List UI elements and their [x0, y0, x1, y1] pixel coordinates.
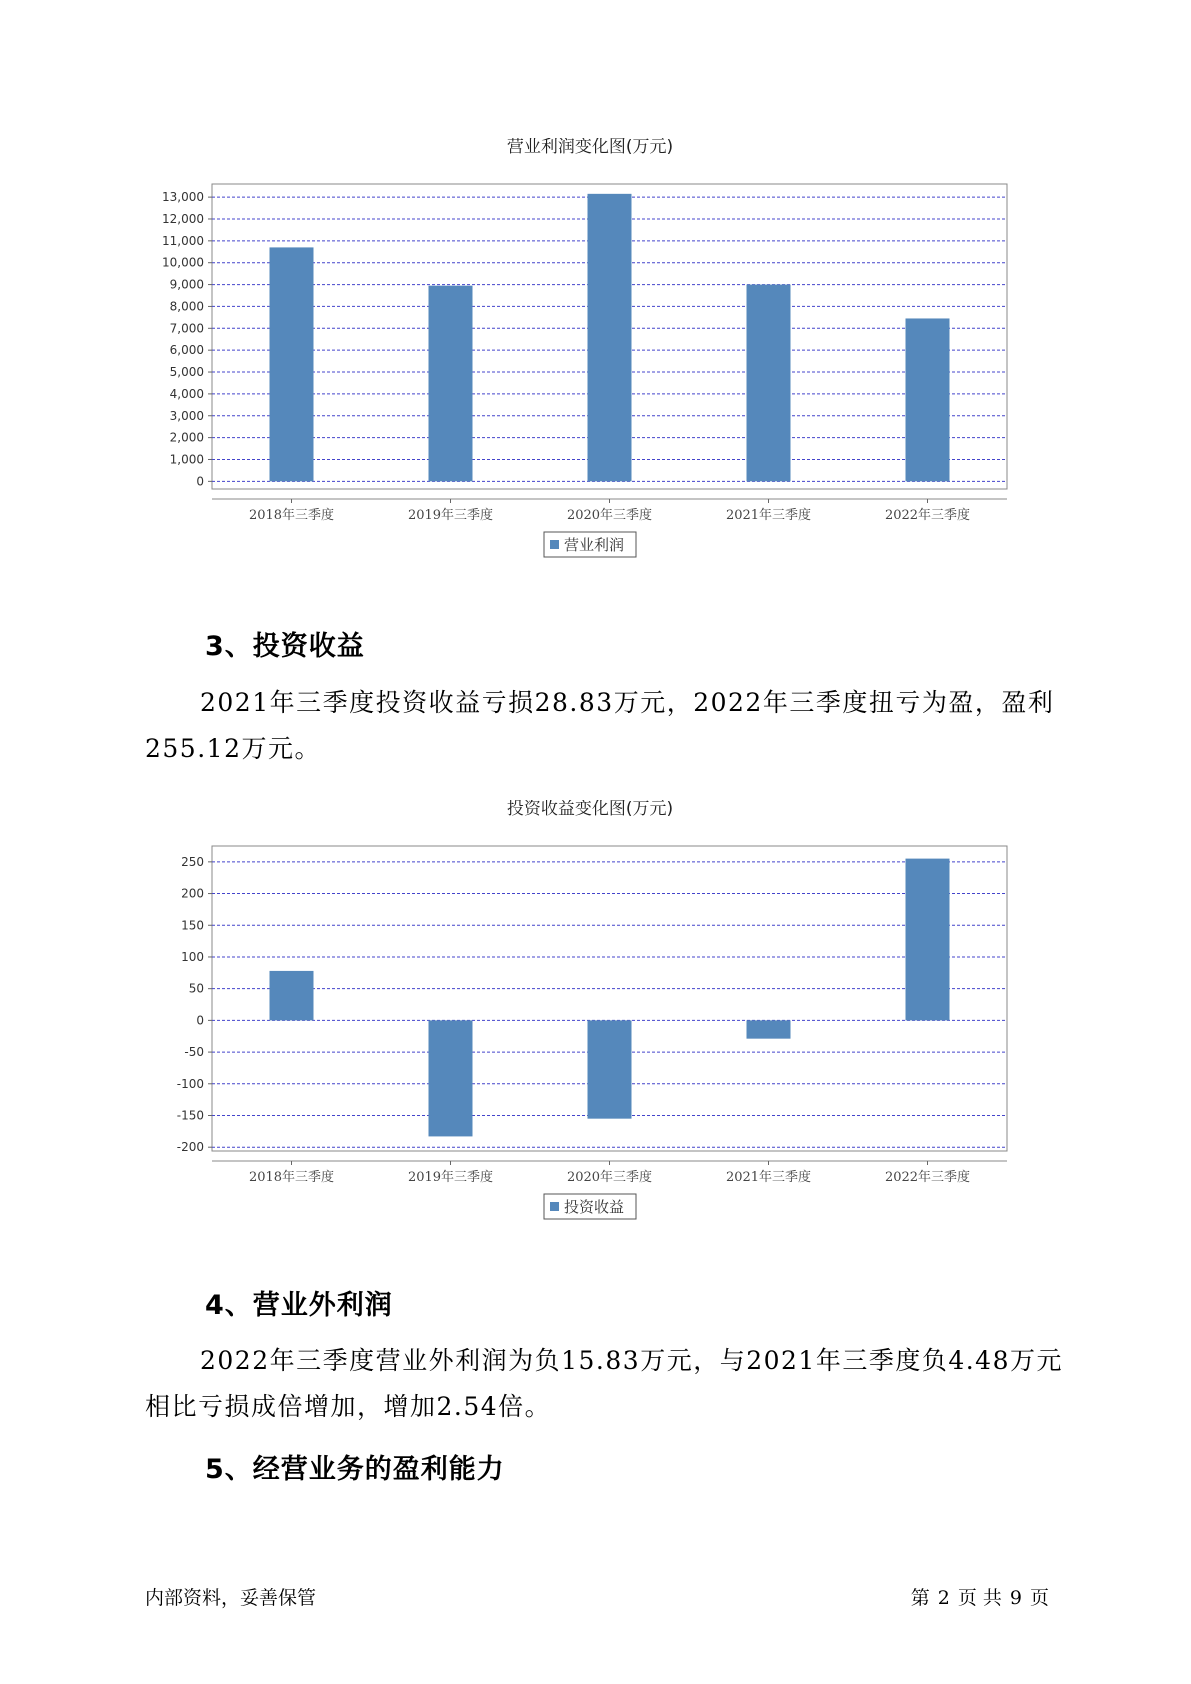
y-tick-label: 3,000	[169, 408, 204, 423]
section-3-heading: 3、投资收益	[205, 631, 365, 662]
footer-page-indicator	[907, 1583, 1053, 1610]
x-tick-label: 2021年三季度	[725, 1170, 812, 1185]
y-tick-label: -150	[176, 1108, 204, 1123]
y-tick-label: 13,000	[162, 190, 204, 205]
bar	[906, 859, 950, 1021]
x-tick-label: 2019年三季度	[407, 1170, 494, 1185]
x-tick-label: 2018年三季度	[248, 1170, 335, 1185]
y-tick-label: 12,000	[162, 211, 204, 226]
x-tick-label: 2020年三季度	[566, 1170, 653, 1185]
bar	[588, 194, 632, 482]
bar	[270, 971, 314, 1020]
y-tick-label: 5,000	[169, 365, 204, 380]
chart-title: 营业利润变化图(万元)	[506, 138, 674, 157]
y-tick-label: 2,000	[169, 430, 204, 445]
y-tick-label: 7,000	[169, 321, 204, 336]
y-tick-label: 0	[196, 1013, 204, 1028]
section-3-paragraph	[145, 680, 1060, 772]
y-tick-label: -200	[176, 1140, 204, 1155]
legend-label: 营业利润	[564, 536, 625, 554]
page-number: 2	[937, 1587, 950, 1609]
bar	[429, 286, 473, 482]
x-tick-label: 2020年三季度	[566, 508, 653, 523]
y-tick-label: 8,000	[169, 299, 204, 314]
legend	[544, 1194, 636, 1219]
bar	[270, 247, 314, 481]
y-tick-label: -100	[176, 1076, 204, 1091]
bar	[906, 318, 950, 481]
x-tick-label: 2018年三季度	[248, 508, 335, 523]
footer-confidential-note: 内部资料，妥善保管	[145, 1587, 317, 1609]
y-tick-label: 9,000	[169, 277, 204, 292]
legend	[544, 532, 636, 557]
section-3-line-2: 255.12万元。	[145, 734, 321, 763]
bar	[747, 1020, 791, 1038]
total-pages: 9	[1009, 1587, 1022, 1609]
page-prefix: 第	[910, 1587, 930, 1609]
bar	[429, 1020, 473, 1136]
y-tick-label: 50	[188, 981, 204, 996]
y-tick-label: 1,000	[169, 452, 204, 467]
investment-income-chart	[150, 800, 1030, 1255]
y-tick-label: 0	[196, 474, 204, 489]
section-3-line-1: 2021年三季度投资收益亏损28.83万元，2022年三季度扭亏为盈，盈利	[200, 688, 1055, 717]
legend-swatch	[550, 540, 559, 549]
operating-profit-chart	[150, 138, 1030, 593]
y-tick-label: 250	[181, 854, 204, 869]
y-tick-label: 200	[181, 886, 204, 901]
section-4-line-2: 相比亏损成倍增加，增加2.54倍。	[145, 1392, 552, 1421]
y-tick-label: 11,000	[162, 233, 204, 248]
chart-title: 投资收益变化图(万元)	[506, 800, 674, 819]
legend-label: 投资收益	[564, 1198, 625, 1216]
legend-swatch	[550, 1202, 559, 1211]
x-tick-label: 2019年三季度	[407, 508, 494, 523]
section-4-paragraph	[145, 1338, 1063, 1430]
y-tick-label: 100	[181, 949, 204, 964]
investment-income-chart-svg	[150, 800, 1030, 1255]
page-suffix: 页	[1029, 1587, 1049, 1609]
x-tick-label: 2022年三季度	[884, 1170, 971, 1185]
y-tick-label: 6,000	[169, 343, 204, 358]
section-4-line-1: 2022年三季度营业外利润为负15.83万元，与2021年三季度负4.48万元	[200, 1346, 1063, 1375]
bar	[747, 285, 791, 482]
y-tick-label: 150	[181, 918, 204, 933]
page-mid: 页 共	[957, 1587, 1002, 1609]
y-tick-label: 10,000	[162, 255, 204, 270]
x-tick-label: 2022年三季度	[884, 508, 971, 523]
x-tick-label: 2021年三季度	[725, 508, 812, 523]
y-tick-label: -50	[184, 1045, 204, 1060]
operating-profit-chart-svg	[150, 138, 1030, 593]
bar	[588, 1020, 632, 1118]
y-tick-label: 4,000	[169, 386, 204, 401]
section-4-heading: 4、营业外利润	[205, 1290, 393, 1321]
section-5-heading: 5、经营业务的盈利能力	[205, 1454, 505, 1485]
